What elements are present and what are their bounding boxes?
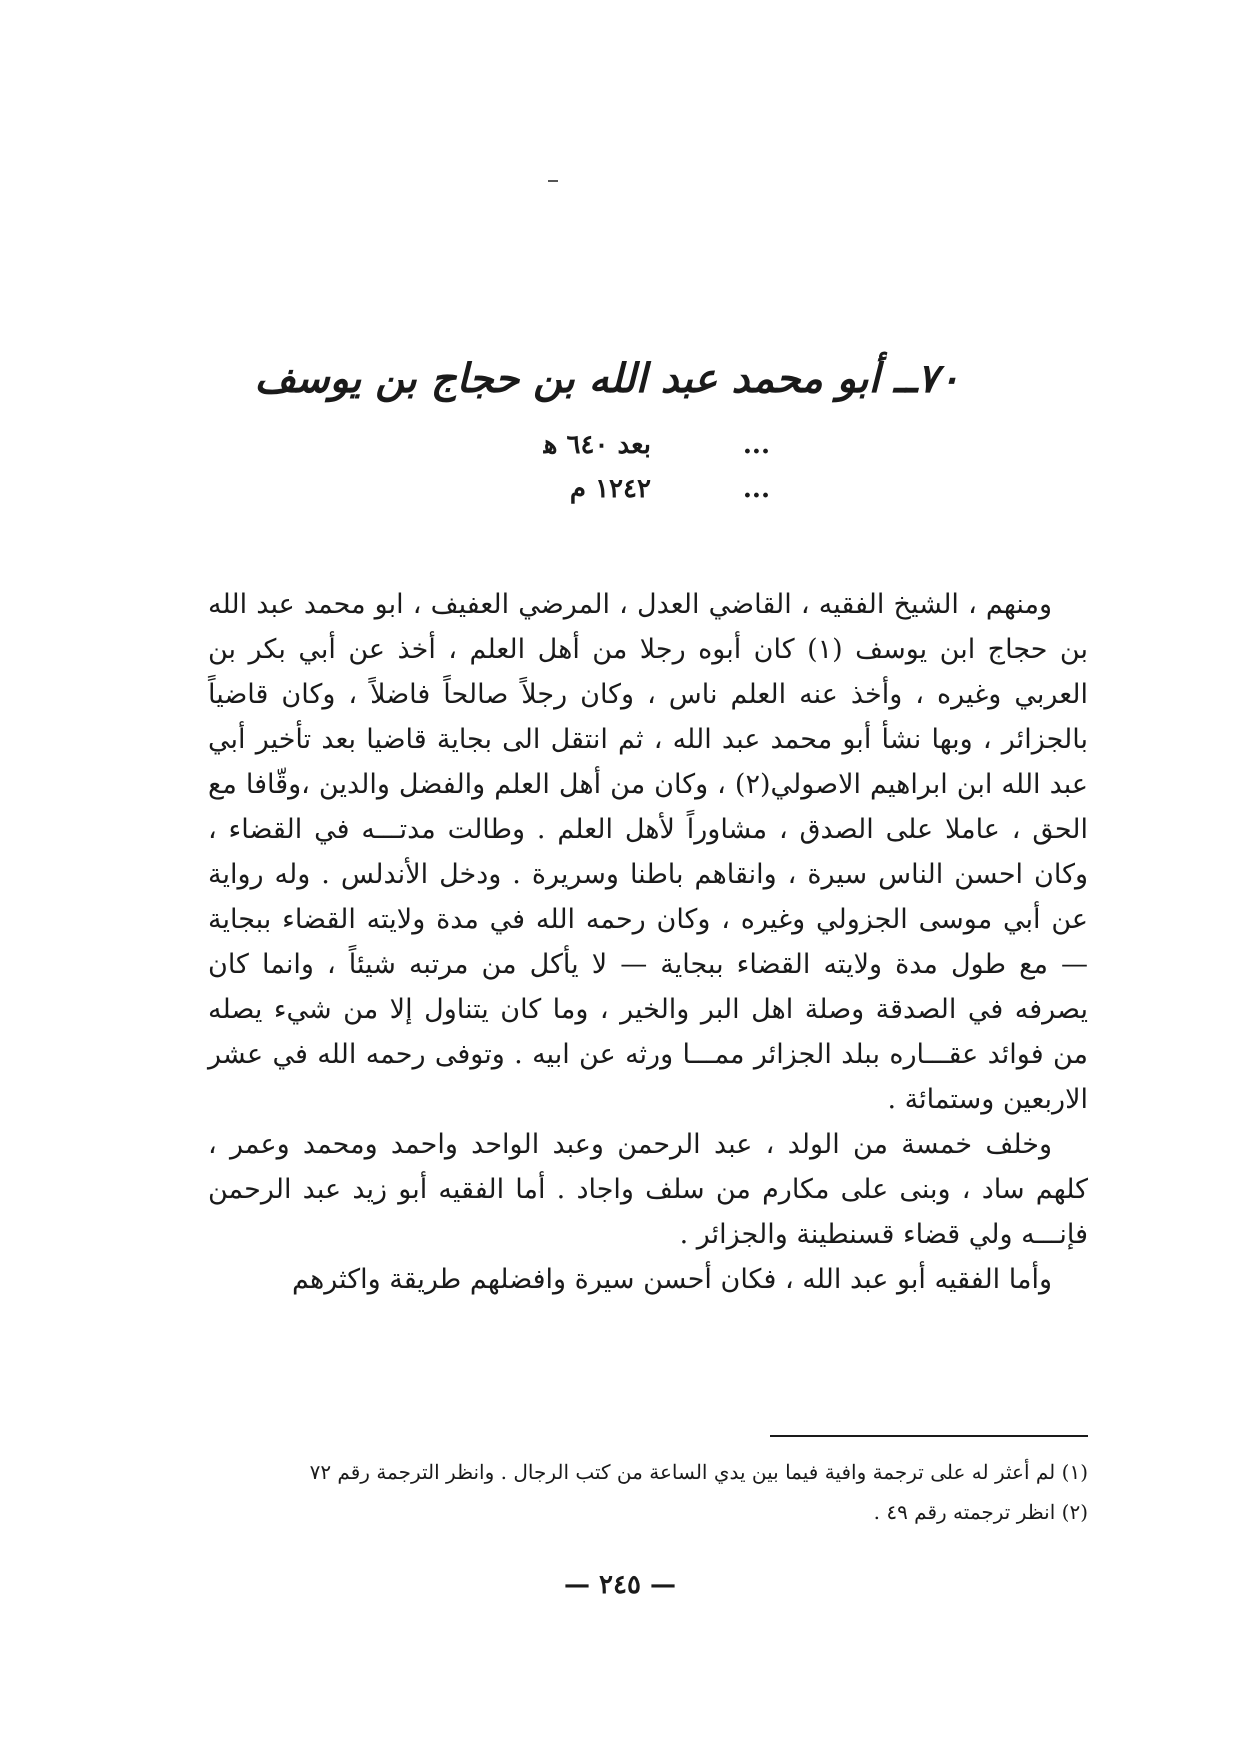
footnotes <box>208 1452 1088 1532</box>
gregorian-date-row <box>470 474 770 504</box>
footnote-1: (١) لم أعثر له على ترجمة وافية فيما بين يدي الساعة من كتب الرجال . وانظر الترجمة رقم ٧٢ <box>309 1460 1088 1484</box>
scan-speck <box>548 180 558 182</box>
biography-text <box>208 582 1088 1302</box>
footnote-separator <box>770 1435 1088 1437</box>
paragraph: وخلف خمسة من الولد ، عبد الرحمن وعبد الواحد واحمد ومحمد وعمر ، كلهم ساد ، وبنى على مكارم من سلف واجاد . أما الفقيه أبو زيد عبد الرحمن فإنـــه ولي قضاء قسنطينة والجزائر . <box>208 1129 1088 1250</box>
paragraph: ومنهم ، الشيخ الفقيه ، القاضي العدل ، المرضي العفيف ، ابو محمد عبد الله بن حجاج ابن يوسف (١) كان أبوه رجلا من أهل العلم ، أخذ عن أبي بكر بن العربي وغيره ، وأخذ عنه العلم ناس ، وكان رجلاً صالحاً فاضلاً ، وكان قاضياً بالجزائر ، وبها نشأ أبو محمد عبد الله ، ثم انتقل الى بجاية قاضيا بعد تأخير أبي عبد الله ابن ابراهيم الاصولي(٢) ، وكان من أهل العلم والفضل والدين ،وقّافا مع الحق ، عاملا على الصدق ، مشاوراً لأهل العلم . وطالت مدتـــه في القضاء ، وكان احسن الناس سيرة ، وانقاهم باطنا وسريرة . ودخل الأندلس . وله رواية عن أبي موسى الجزولي وغيره ، وكان رحمه الله في مدة ولايته القضاء ببجاية — مع طول مدة ولايته القضاء ببجاية — لا يأكل من مرتبه شيئاً ، وانما كان يصرفه في الصدقة وصلة اهل البر والخير ، وما كان يتناول إلا من شيء يصله من فوائد عقـــاره ببلد الجزائر ممـــا ورثه عن ابيه . وتوفى رحمه الله في عشر الاربعين وستمائة . <box>208 589 1089 1115</box>
gregorian-birth-placeholder: ... <box>742 474 770 504</box>
gregorian-death-date: ١٢٤٢ م <box>569 474 651 504</box>
hijri-date-row <box>470 430 770 460</box>
entry-title: ٧٠ــ أبو محمد عبد الله بن حجاج بن يوسف <box>254 355 960 402</box>
hijri-birth-placeholder: ... <box>742 430 770 460</box>
paragraph: وأما الفقيه أبو عبد الله ، فكان أحسن سيرة وافضلهم طريقة واكثرهم <box>292 1264 1052 1295</box>
footnote-2: (٢) انظر ترجمته رقم ٤٩ . <box>873 1500 1088 1524</box>
page-number: — ٢٤٥ — <box>563 1570 677 1600</box>
hijri-death-date: بعد ٦٤٠ ﻫ <box>543 430 651 460</box>
